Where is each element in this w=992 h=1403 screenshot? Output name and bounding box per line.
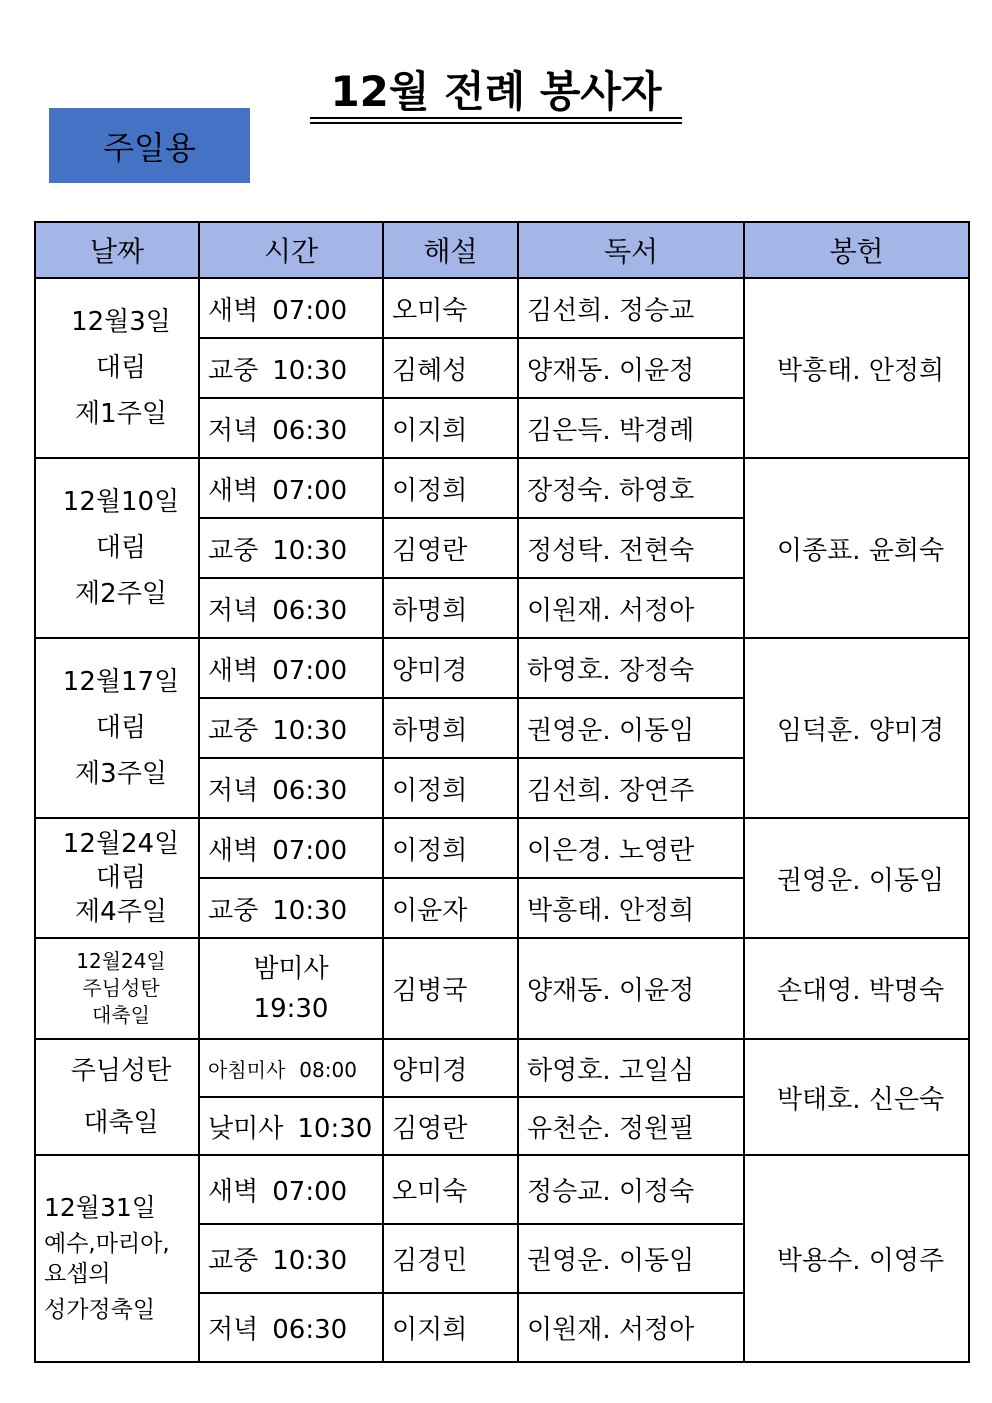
reader-cell: 장정숙. 하영호 [518,458,744,518]
table-row [35,1155,969,1224]
time-cell: 새벽 07:00 [199,458,383,518]
offering-cell: 임덕훈. 양미경 [744,638,969,818]
commentator-cell: 김혜성 [383,338,518,398]
time-cell: 교중 10:30 [199,698,383,758]
reader-cell: 김선희. 정승교 [518,278,744,338]
commentator-cell: 이정희 [383,758,518,818]
commentator-cell: 하명희 [383,698,518,758]
reader-cell: 하영호. 고일심 [518,1039,744,1097]
time-cell: 저녁 06:30 [199,398,383,458]
date-cell: 12월3일 대림 제1주일 [35,278,199,458]
offering-cell: 박흥태. 안정희 [744,278,969,458]
title-underline [310,122,682,124]
header-offering: 봉헌 [744,222,969,278]
commentator-cell: 양미경 [383,1039,518,1097]
table-row [35,638,969,698]
reader-cell: 양재동. 이윤정 [518,338,744,398]
commentator-cell: 이윤자 [383,878,518,938]
time-cell: 저녁 06:30 [199,1293,383,1362]
offering-cell: 권영운. 이동임 [744,818,969,938]
commentator-cell: 김경민 [383,1224,518,1293]
commentator-cell: 김영란 [383,1097,518,1155]
table-row [35,938,969,1039]
commentator-cell: 양미경 [383,638,518,698]
reader-cell: 유천순. 정원필 [518,1097,744,1155]
offering-cell: 손대영. 박명숙 [744,938,969,1039]
offering-cell: 이종표. 윤희숙 [744,458,969,638]
header-date: 날짜 [35,222,199,278]
time-cell: 새벽 07:00 [199,638,383,698]
commentator-cell: 오미숙 [383,1155,518,1224]
table-row [35,278,969,338]
reader-cell: 권영운. 이동임 [518,698,744,758]
time-cell: 교중 10:30 [199,338,383,398]
reader-cell: 이은경. 노영란 [518,818,744,878]
reader-cell: 하영호. 장정숙 [518,638,744,698]
table-row [35,1039,969,1097]
reader-cell: 박흥태. 안정희 [518,878,744,938]
header-row [35,222,969,278]
date-cell: 주님성탄 대축일 [35,1039,199,1155]
time-cell: 저녁 06:30 [199,758,383,818]
table-row [35,818,969,878]
time-cell: 밤미사 19:30 [199,938,383,1039]
time-cell: 교중 10:30 [199,518,383,578]
commentator-cell: 하명희 [383,578,518,638]
time-cell: 새벽 07:00 [199,278,383,338]
date-cell: 12월10일 대림 제2주일 [35,458,199,638]
commentator-cell: 김병국 [383,938,518,1039]
reader-cell: 권영운. 이동임 [518,1224,744,1293]
title-underline [310,117,682,119]
commentator-cell: 이지희 [383,398,518,458]
date-cell: 12월31일 예수,마리아, 요셉의 성가정축일 [35,1155,199,1362]
page-title: 12월 전례 봉사자 [330,67,662,116]
commentator-cell: 김영란 [383,518,518,578]
time-cell: 새벽 07:00 [199,1155,383,1224]
time-cell: 저녁 06:30 [199,578,383,638]
header-commentator: 해설 [383,222,518,278]
time-cell: 낮미사 10:30 [199,1097,383,1155]
time-cell: 교중 10:30 [199,1224,383,1293]
reader-cell: 양재동. 이윤정 [518,938,744,1039]
date-cell: 12월24일 대림 제4주일 [35,818,199,938]
commentator-cell: 이정희 [383,458,518,518]
reader-cell: 정성탁. 전현숙 [518,518,744,578]
schedule-table [34,221,970,1363]
time-cell: 아침미사 08:00 [199,1039,383,1097]
commentator-cell: 이지희 [383,1293,518,1362]
reader-cell: 김은득. 박경례 [518,398,744,458]
date-cell: 12월17일 대림 제3주일 [35,638,199,818]
reader-cell: 이원재. 서정아 [518,578,744,638]
date-cell: 12월24일 주님성탄 대축일 [35,938,199,1039]
header-reader: 독서 [518,222,744,278]
commentator-cell: 이정희 [383,818,518,878]
header-time: 시간 [199,222,383,278]
reader-cell: 김선희. 장연주 [518,758,744,818]
commentator-cell: 오미숙 [383,278,518,338]
time-cell: 교중 10:30 [199,878,383,938]
offering-cell: 박용수. 이영주 [744,1155,969,1362]
time-cell: 새벽 07:00 [199,818,383,878]
offering-cell: 박태호. 신은숙 [744,1039,969,1155]
reader-cell: 정승교. 이정숙 [518,1155,744,1224]
category-badge: 주일용 [49,108,250,183]
reader-cell: 이원재. 서정아 [518,1293,744,1362]
table-row [35,458,969,518]
